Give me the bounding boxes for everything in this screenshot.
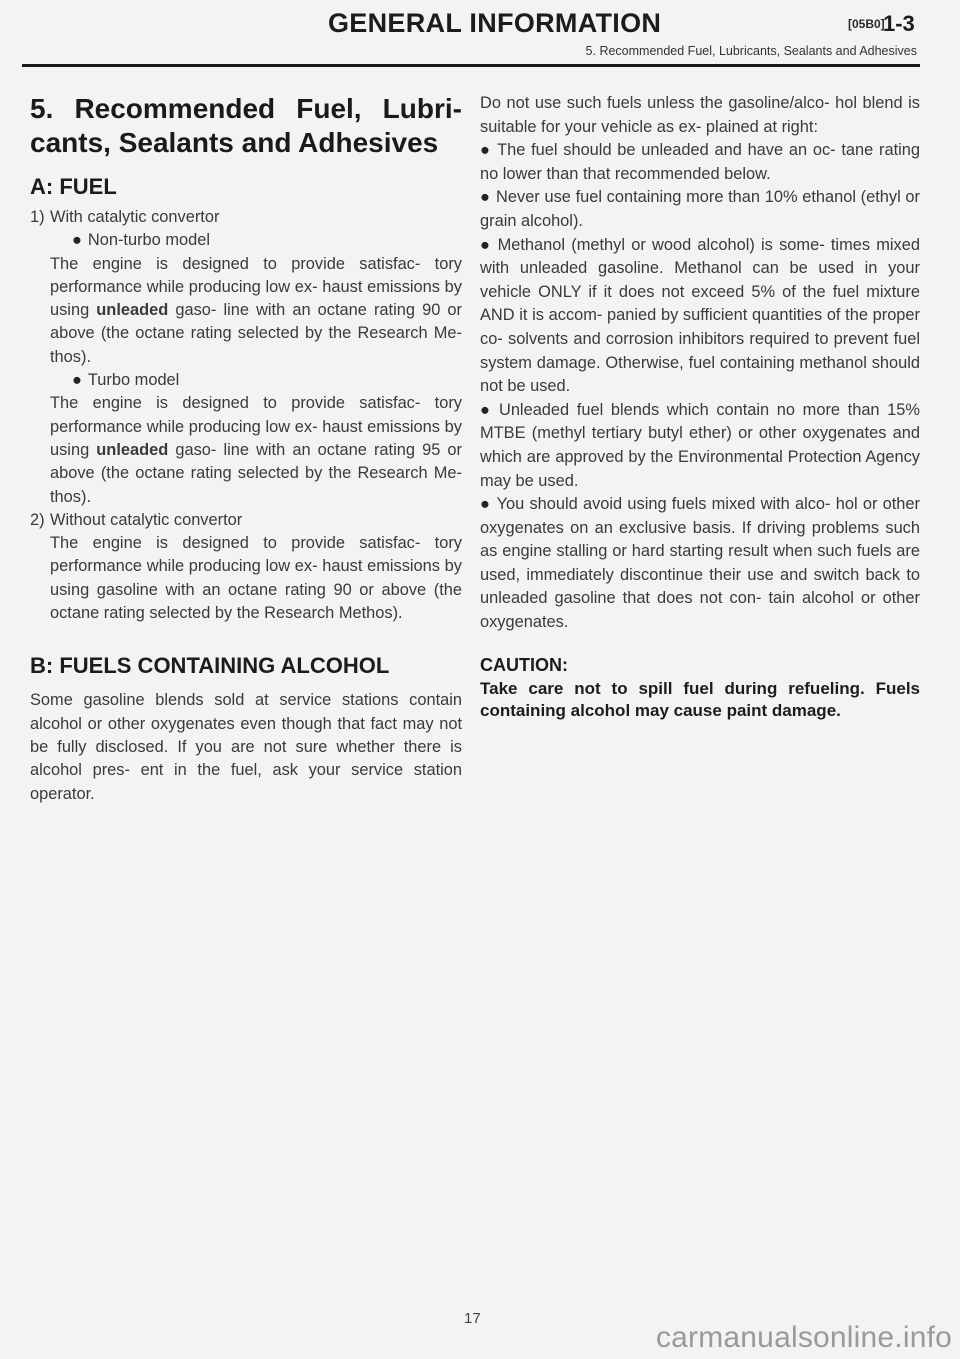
header-title: GENERAL INFORMATION: [328, 8, 662, 38]
section-title: 5. Recommended Fuel, Lubri- cants, Sealants and Adhesives: [30, 93, 462, 158]
paragraph-without-catalytic: The engine is designed to provide satisfac- tory performance while producing low ex- haust emissions by using gasoline with an octane rating 90 or above (the octane rating selected by the Research Methos).: [50, 534, 462, 623]
paragraph-non-turbo: [50, 253, 462, 369]
bullet-text: The fuel should be unleaded and have an oc- tane rating no lower than that recommended below.: [480, 141, 920, 183]
watermark: carmanualsonline.info: [655, 1321, 952, 1354]
list-item: [480, 139, 920, 186]
list-item: [480, 234, 920, 399]
subsection-b-title: B: FUELS CONTAINING ALCOHOL: [30, 653, 390, 679]
caution-text: Take care not to spill fuel during refueling. Fuels containing alcohol may cause paint damage.: [480, 678, 920, 720]
list-item-with-catalytic: [30, 206, 462, 509]
list-item: [480, 186, 920, 233]
left-column: [30, 92, 462, 806]
right-column: [480, 92, 920, 722]
list-item: [480, 493, 920, 635]
subsection-a-title: A: FUEL: [30, 174, 117, 199]
text-run: gaso- line with an octane rating 95 or above (the octane rating selected by the Research Me- thos).: [50, 440, 462, 506]
bullet-text: Methanol (methyl or wood alcohol) is some- times mixed with unleaded gasoline. Methanol can be used in your vehicle ONLY if it does not exceed 5% of the fuel mixture AND it is accom- panied by sufficient quantities of the proper co- solvents and corrosion inhibitors required to prevent fuel system damage. Otherwise, fuel containing methanol should not be used.: [480, 235, 920, 396]
paragraph-turbo: [50, 392, 462, 508]
text-run: The engine is designed to provide satisfac- tory performance while producing low ex- haust emissions by using: [50, 254, 462, 320]
bullet-title: Non-turbo model: [87, 231, 210, 250]
item-number: 2): [30, 510, 45, 529]
text-run: The engine is designed to provide satisfac- tory performance while producing low ex- haust emissions by using: [50, 394, 462, 459]
bullet-text: You should avoid using fuels mixed with alco- hol or other oxygenates on an exclusive basis. If driving problems such as engine stalling or hard starting result when such fuels are used, immediately discontinue their use and switch back to unleaded gasoline that does not con- tain alcohol or other oxygenates.: [480, 495, 920, 632]
text-run: gaso- line with an octane rating 90 or above (the octane rating selected by the Research Me- thos).: [50, 301, 462, 366]
bullet-icon: ●: [480, 495, 491, 514]
paragraph-intro: Do not use such fuels unless the gasoline/alco- hol blend is suitable for your vehicle as ex- plained at right:: [480, 94, 920, 136]
bullet-text: Never use fuel containing more than 10% ethanol (ethyl or grain alcohol).: [480, 188, 921, 230]
item-title: With catalytic convertor: [50, 208, 220, 226]
header-code: [05B0]: [848, 17, 885, 31]
caution-label: CAUTION:: [480, 654, 568, 675]
bullet-text: Unleaded fuel blends which contain no more than 15% MTBE (methyl tertiary butyl ether) or other oxygenates and which are approved by the Environmental Protection Agency may be used.: [480, 400, 920, 490]
bullet-icon: ●: [480, 188, 491, 207]
bullet-icon: ●: [480, 235, 492, 254]
bold-text: unleaded: [96, 440, 169, 459]
bullet-icon: ●: [72, 231, 82, 250]
bullet-heading: [50, 229, 462, 252]
bullet-heading: [50, 369, 462, 392]
item-number: 1): [30, 208, 45, 226]
bullet-icon: ●: [480, 400, 493, 419]
header-subtitle: 5. Recommended Fuel, Lubricants, Sealants and Adhesives: [585, 44, 917, 58]
paragraph-alcohol: Some gasoline blends sold at service stations contain alcohol or other oxygenates even though that fact may not be fully disclosed. If you are not sure whether there is alcohol pres- ent in the fuel, ask your service station operator.: [30, 691, 462, 803]
bold-text: unleaded: [96, 301, 169, 320]
header-rule: [22, 64, 920, 67]
item-title: Without catalytic convertor: [50, 510, 243, 529]
bullet-title: Turbo model: [87, 371, 180, 390]
list-item-without-catalytic: [30, 509, 462, 625]
page-number: 17: [464, 1310, 481, 1327]
list-item: [480, 399, 920, 493]
header-page-number: 1-3: [883, 11, 915, 36]
bullet-icon: ●: [480, 141, 492, 160]
bullet-icon: ●: [72, 371, 82, 390]
